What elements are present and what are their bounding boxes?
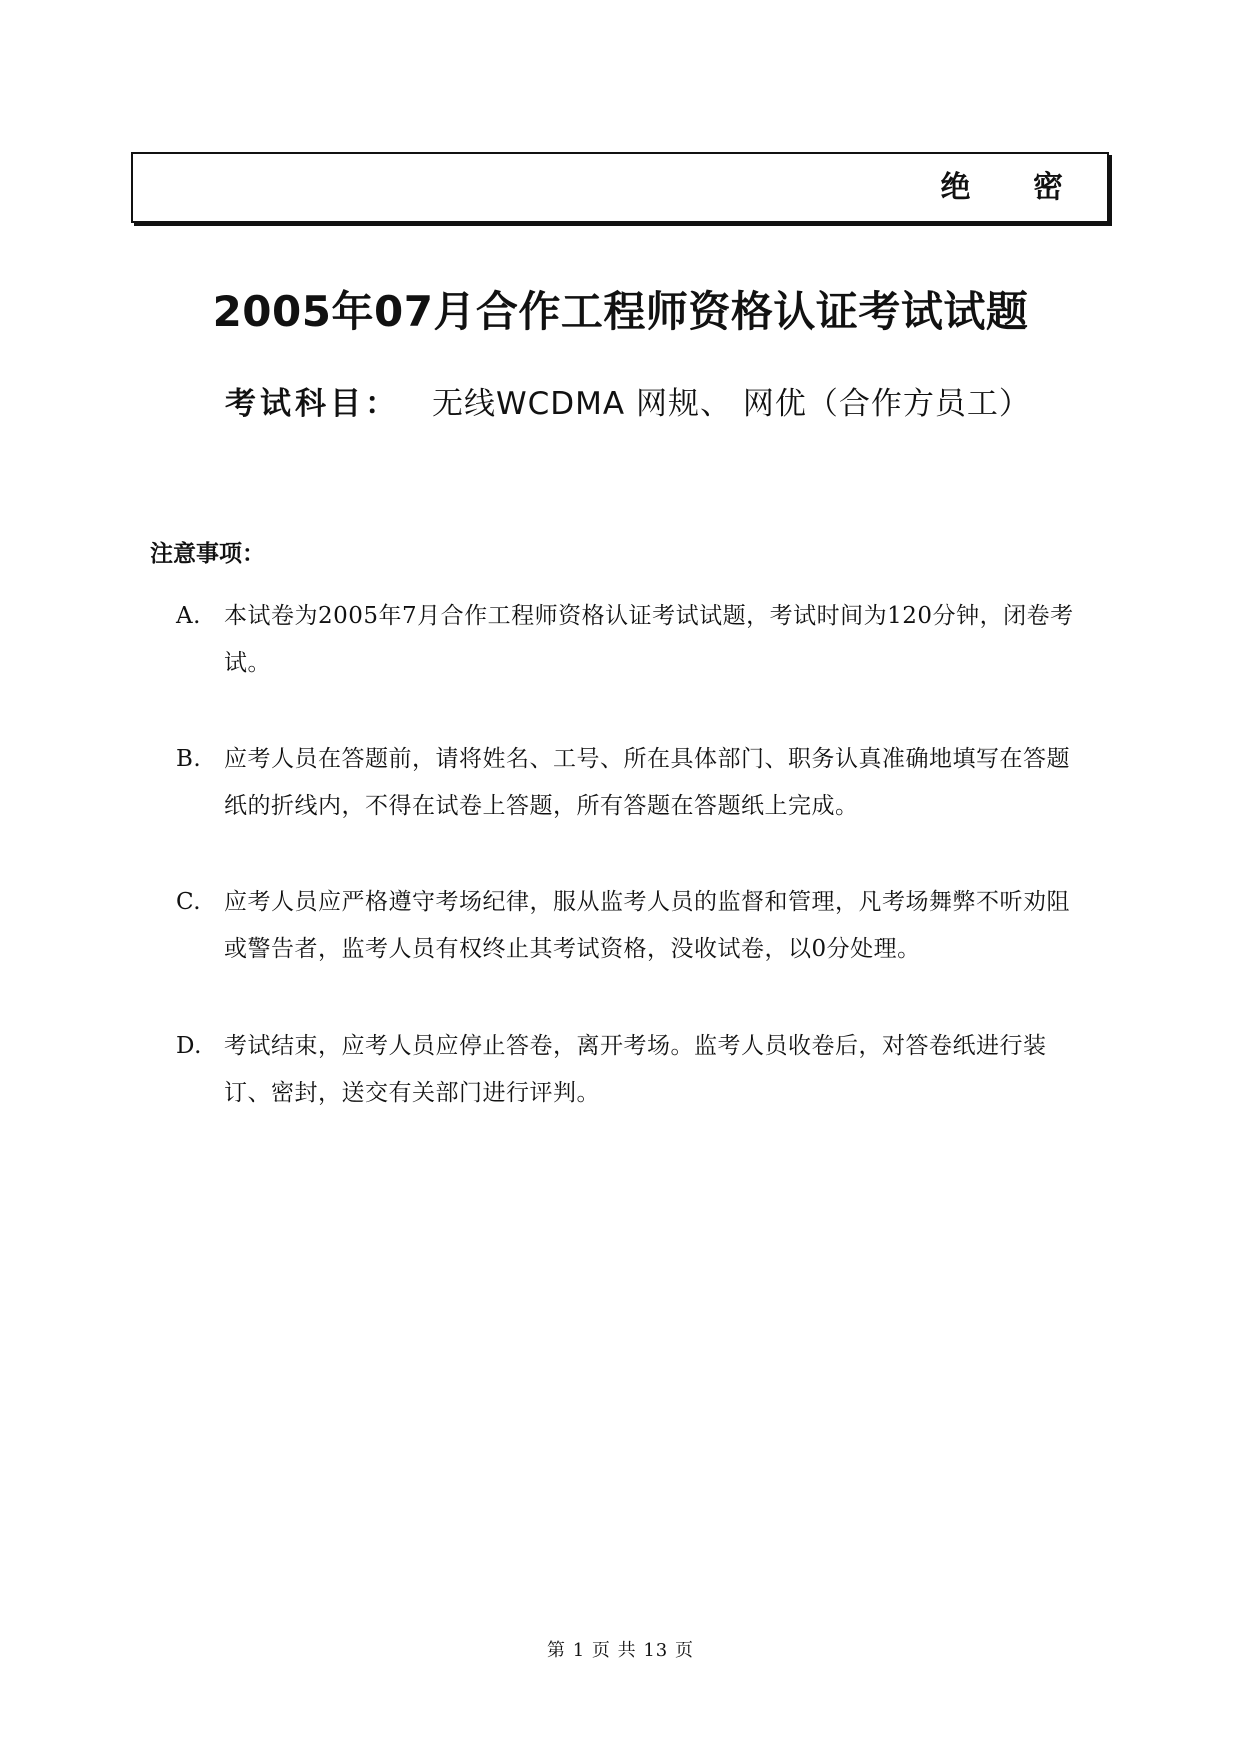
notes-heading: 注意事项： bbox=[150, 541, 265, 567]
page-indicator: 第 1 页 共 13 页 bbox=[547, 1640, 694, 1661]
note-item-c bbox=[176, 879, 1096, 973]
note-item-a bbox=[176, 593, 1096, 687]
note-text-b: 应考人员在答题前，请将姓名、工号、所在具体部门、职务认真准确地填写在答题纸的折线内，不得在试卷上答题，所有答题在答题纸上完成。 bbox=[224, 746, 1070, 819]
classification-box bbox=[131, 152, 1109, 223]
classification-label: 绝 密 bbox=[940, 170, 1089, 205]
exam-title: 2005年07月合作工程师资格认证考试试题 bbox=[212, 287, 1029, 336]
note-item-d bbox=[176, 1023, 1096, 1117]
note-marker-d: D. bbox=[176, 1033, 202, 1059]
exam-subject-label: 考试科目： bbox=[225, 386, 400, 422]
exam-subject-value: 无线WCDMA 网规、 网优（合作方员工） bbox=[432, 386, 1031, 422]
note-text-a: 本试卷为2005年7月合作工程师资格认证考试试题，考试时间为120分钟，闭卷考试。 bbox=[224, 603, 1074, 676]
note-text-c: 应考人员应严格遵守考场纪律，服从监考人员的监督和管理，凡考场舞弊不听劝阻或警告者，监考人员有权终止其考试资格，没收试卷，以0分处理。 bbox=[224, 889, 1070, 962]
note-marker-a: A. bbox=[176, 603, 201, 629]
note-marker-c: C. bbox=[176, 889, 202, 915]
note-item-b bbox=[176, 736, 1096, 830]
note-marker-b: B. bbox=[176, 746, 202, 772]
exam-subject-line bbox=[225, 383, 1031, 425]
note-text-d: 考试结束，应考人员应停止答卷，离开考场。监考人员收卷后，对答卷纸进行装订、密封，送交有关部门进行评判。 bbox=[224, 1033, 1047, 1106]
